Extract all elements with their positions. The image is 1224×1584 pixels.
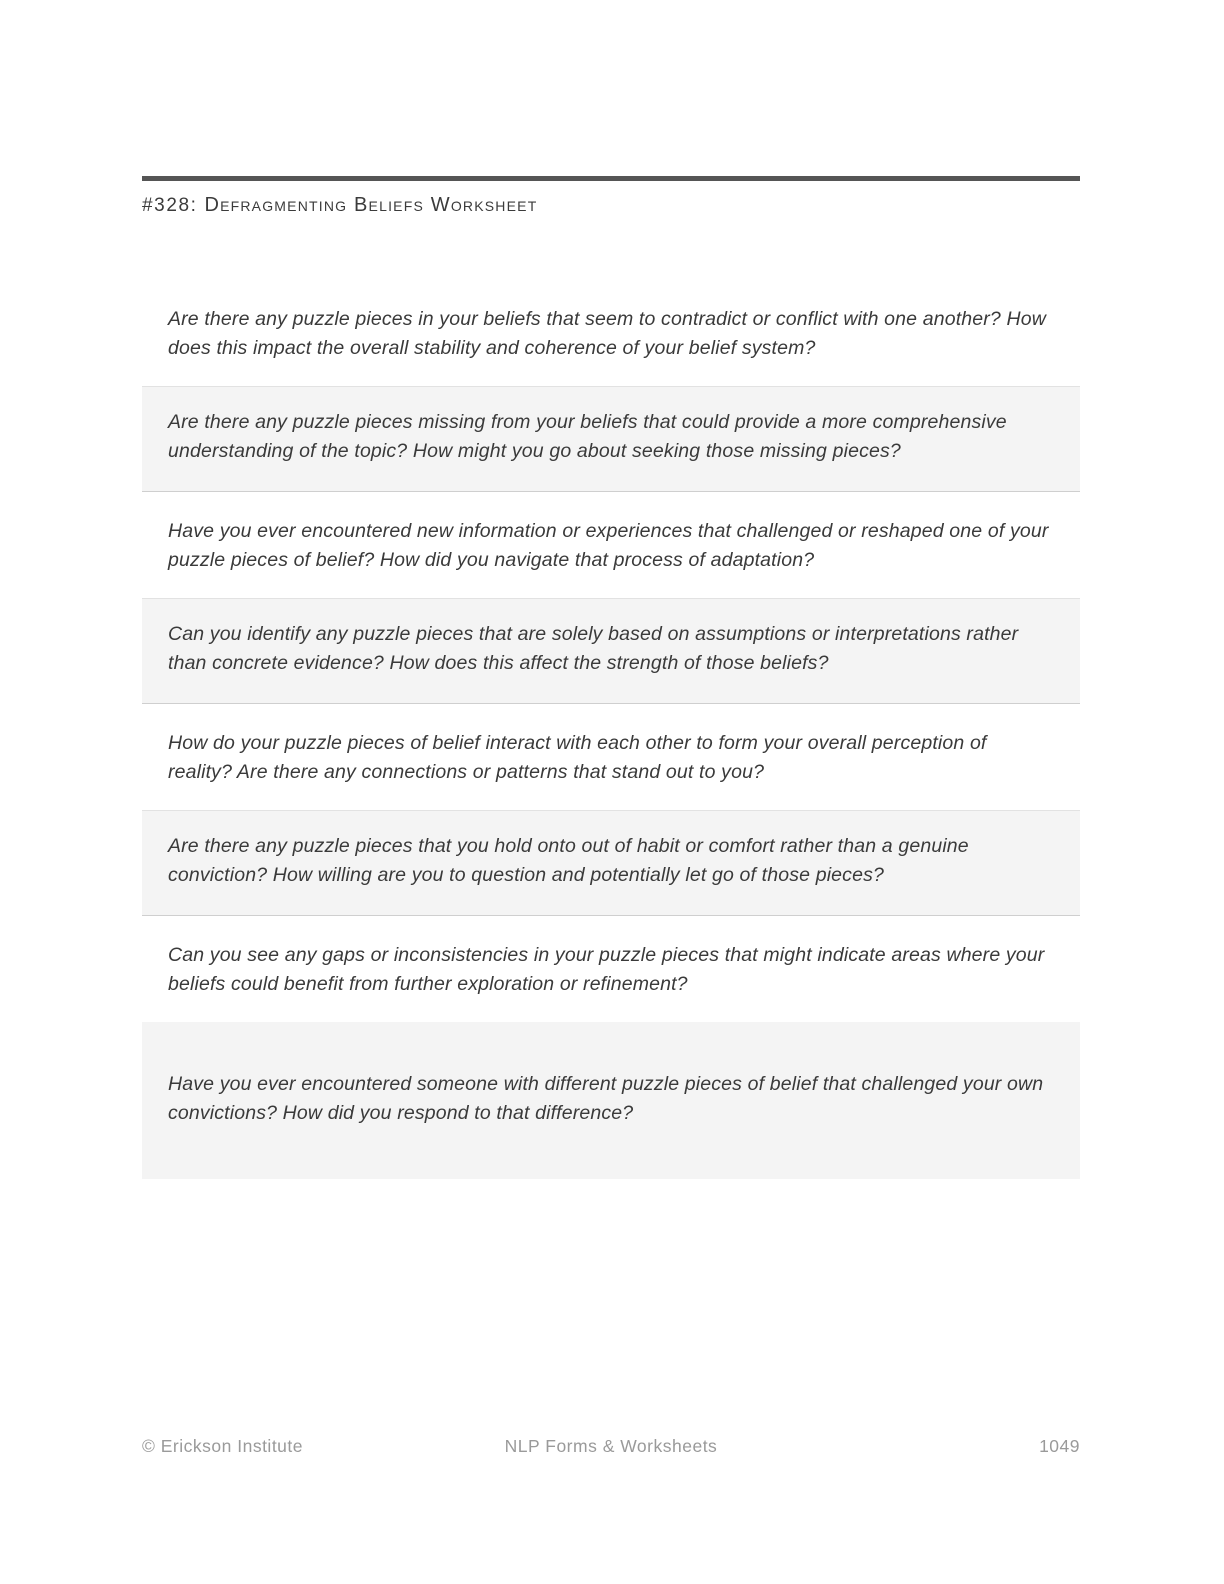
question-text: Are there any puzzle pieces missing from your beliefs that could provide a more comprehensive understanding of the topic? How might you go about seeking those missing pieces? (168, 411, 1007, 462)
footer-center-label: NLP Forms & Worksheets (504, 1436, 718, 1456)
question-text: Are there any puzzle pieces that you hold onto out of habit or comfort rather than a genuine conviction? How willing are you to question and potentially let go of those pieces? (168, 835, 969, 886)
question-text: Have you ever encountered someone with different puzzle pieces of belief that challenged your own convictions? How did you respond to that difference? (168, 1073, 1044, 1124)
footer-page-number: 1049 (1039, 1436, 1080, 1456)
question-text: Can you identify any puzzle pieces that are solely based on assumptions or interpretations rather than concrete evidence? How does this affect the strength of those beliefs? (168, 623, 1019, 674)
question-block-1 (142, 296, 1080, 387)
page-title (142, 194, 1080, 217)
question-block-8 (142, 1022, 1080, 1179)
question-block-4 (142, 599, 1080, 704)
page-footer (142, 1436, 1080, 1457)
header-rule (142, 176, 1080, 181)
question-list (142, 296, 1080, 1179)
question-text: How do your puzzle pieces of belief interact with each other to form your overall perception of reality? Are there any connections or patterns that stand out to you? (168, 732, 987, 783)
question-block-5 (142, 704, 1080, 811)
question-block-6 (142, 811, 1080, 916)
question-block-3 (142, 492, 1080, 599)
question-text: Have you ever encountered new information or experiences that challenged or reshaped one of your puzzle pieces of belief? How did you navigate that process of adaptation? (168, 520, 1049, 571)
footer-copyright: © Erickson Institute (142, 1436, 304, 1456)
worksheet-number: #328: (142, 195, 205, 216)
question-block-7 (142, 916, 1080, 1022)
worksheet-title-text: Defragmenting Beliefs Worksheet (204, 194, 538, 216)
question-block-2 (142, 387, 1080, 492)
page-header (142, 176, 1080, 217)
question-text: Can you see any gaps or inconsistencies in your puzzle pieces that might indicate areas where your beliefs could benefit from further exploration or refinement? (168, 944, 1045, 995)
question-text: Are there any puzzle pieces in your beliefs that seem to contradict or conflict with one another? How does this impact the overall stability and coherence of your belief system? (168, 308, 1046, 359)
